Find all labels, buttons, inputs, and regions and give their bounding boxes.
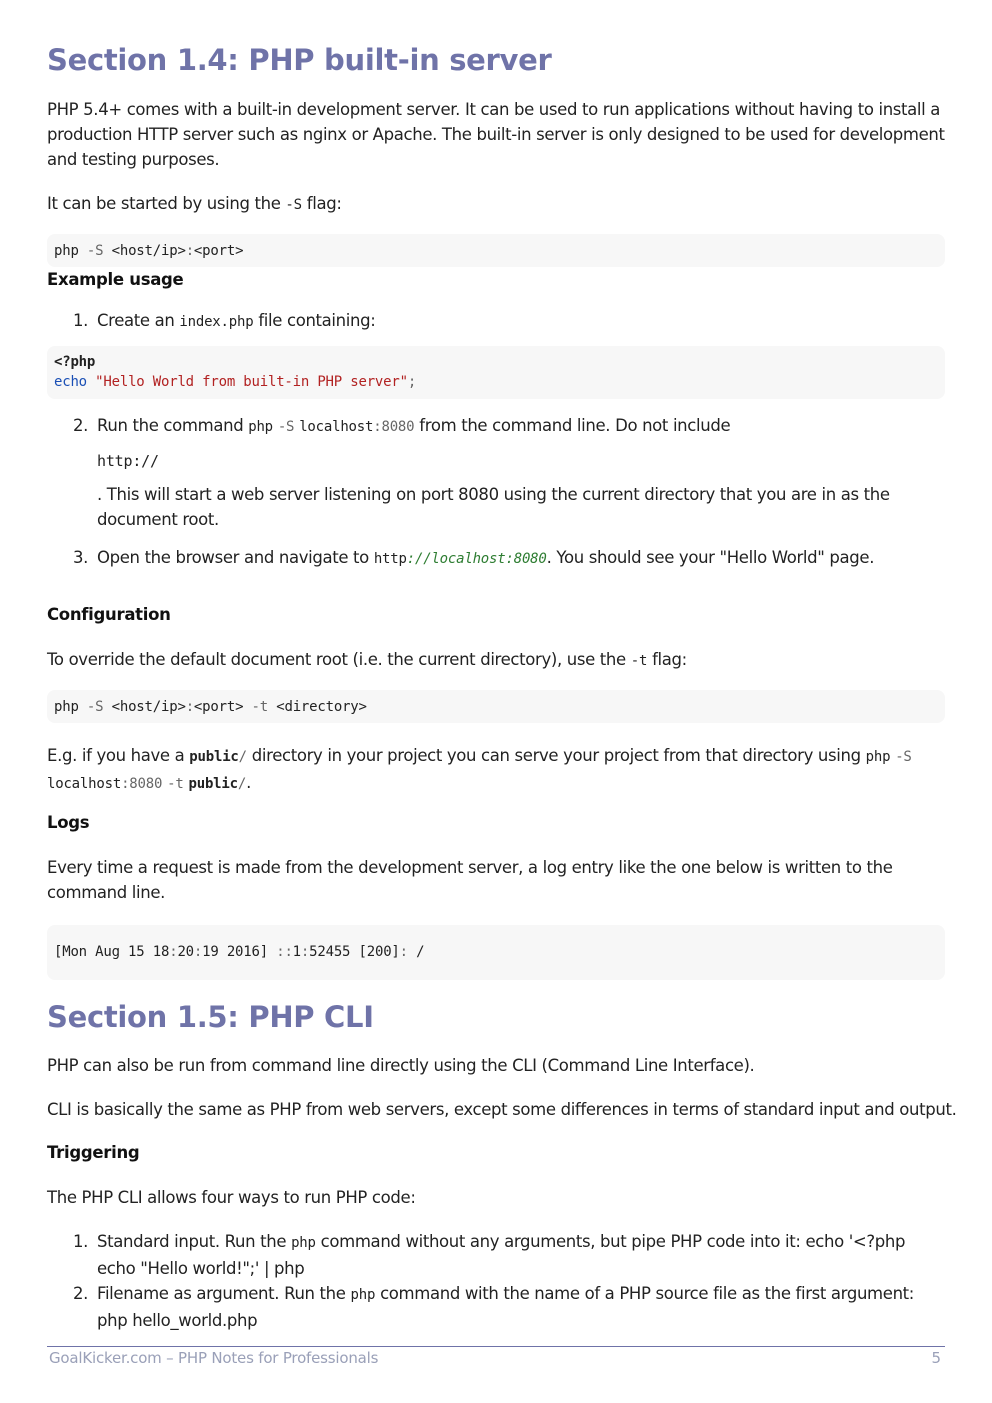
intro-paragraph: PHP 5.4+ comes with a built-in development server. It can be used to run applications without having to install a production HTTP server such as nginx or Apache. The built-in server is only designed to be used for development and testing purposes. [47, 100, 945, 169]
logs-paragraph: Every time a request is made from the development server, a log entry like the one below is written to the command line. [47, 858, 893, 902]
steps-list-1 [47, 308, 945, 335]
footer-divider [47, 1346, 945, 1347]
http-code: http:// [97, 452, 159, 470]
page-number: 5 [931, 1349, 941, 1367]
code-block-config: php -S <host/ip>:<port> -t <directory> [47, 690, 945, 723]
cli-paragraph-2: CLI is basically the same as PHP from web servers, except some differences in terms of standard input and output. [47, 1100, 957, 1119]
cli-paragraph-1: PHP can also be run from command line directly using the CLI (Command Line Interface). [47, 1056, 755, 1075]
list-item: 2. Run the command php -S localhost:8080 from the command line. Do not include http:// . This will start a web server listening on port 8080 using the current directory that you are in as the document root. [47, 413, 945, 532]
list-item: 1. Standard input. Run the php command without any arguments, but pipe PHP code into it: echo '<?php echo "Hello world!";' | php [73, 1232, 906, 1278]
list-item: 1. Create an index.php file containing: [73, 311, 376, 330]
config-paragraph: To override the default document root (i.e. the current directory), use the -t flag: [47, 650, 687, 669]
start-paragraph: It can be started by using the -S flag: [47, 194, 342, 213]
heading-triggering: Triggering [47, 1143, 140, 1162]
code-block-php: <?php echo "Hello World from built-in PHP server"; [47, 346, 945, 399]
section-title-cli: Section 1.5: PHP CLI [47, 1000, 374, 1034]
footer-link[interactable]: GoalKicker.com – PHP Notes for Professionals [49, 1349, 379, 1367]
eg-paragraph: E.g. if you have a public/ directory in your project you can serve your project from that directory using php -S localhost:8080 -t public/. [47, 746, 912, 792]
code-block-log: [Mon Aug 15 18:20:19 2016] ::1:52455 [200]: / [47, 925, 945, 980]
code-block-start: php -S <host/ip>:<port> [47, 234, 945, 267]
list-item: 2. Filename as argument. Run the php command with the name of a PHP source file as the first argument: php hello_world.php [73, 1284, 915, 1330]
list-item: 3. Open the browser and navigate to http://localhost:8080. You should see your "Hello World" page. [73, 548, 875, 567]
steps-list-2 [47, 413, 945, 572]
heading-example-usage: Example usage [47, 270, 184, 289]
section-title: Section 1.4: PHP built-in server [47, 43, 552, 77]
trigger-paragraph: The PHP CLI allows four ways to run PHP code: [47, 1188, 416, 1207]
cli-ways-list [47, 1229, 945, 1333]
heading-configuration: Configuration [47, 605, 171, 624]
heading-logs: Logs [47, 813, 90, 832]
inline-code-flag: -S [285, 197, 302, 213]
